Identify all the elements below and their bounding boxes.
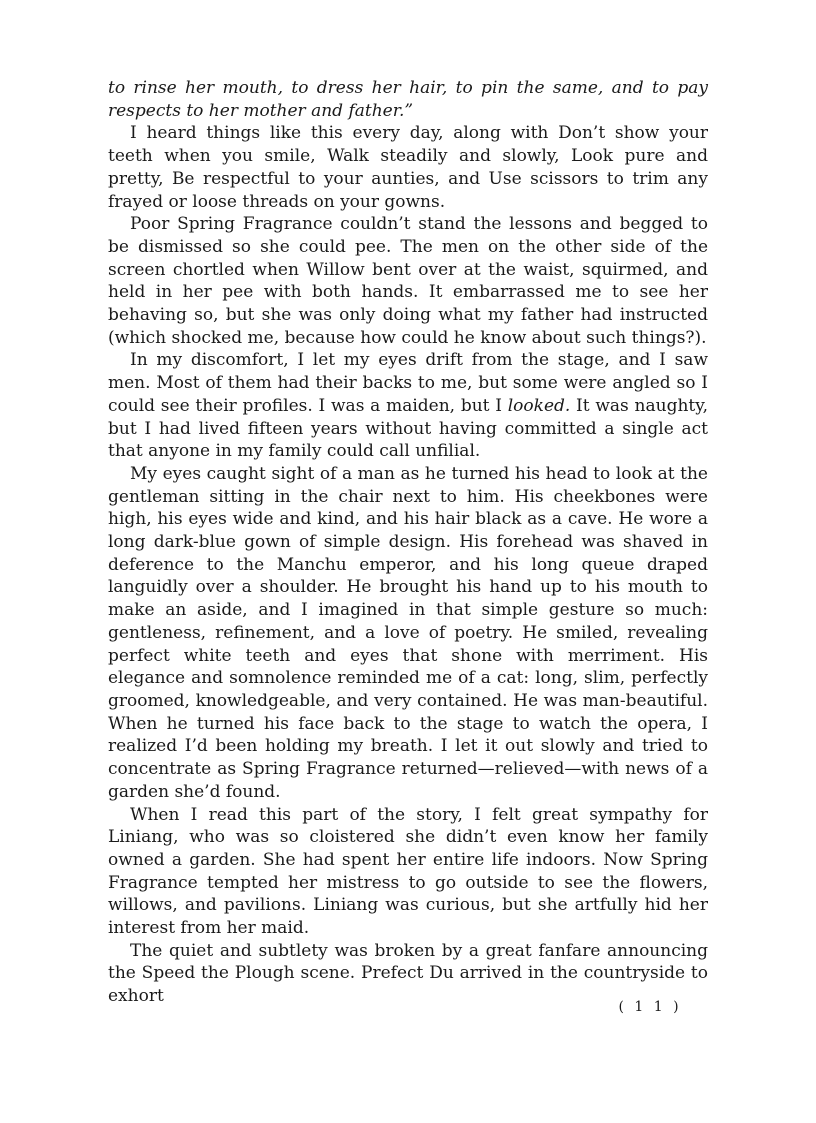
paragraph-3	[108, 349, 708, 463]
paragraph-5: When I read this part of the story, I felt great sympathy for Liniang, who was so cloistered she didn’t even know her family owned a garden. She had spent her entire life indoors. Now Spring Fragrance tempted her mistress to go outside to see the flowers, willows, and pavilions. Liniang was curious, but she artfully hid her interest from her maid.	[108, 804, 708, 939]
page-number: ( 1 1 )	[618, 999, 682, 1015]
paragraph-4: My eyes caught sight of a man as he turned his head to look at the gentleman sitting in the chair next to him. His cheekbones were high, his eyes wide and kind, and his hair black as a cave. He wore a long dark-blue gown of simple design. His forehead was shaved in deference to the Manchu emperor, and his long queue draped languidly over a shoulder. He brought his hand up to his mouth to make an aside, and I imagined in that simple gesture so much: gentleness, refinement, and a love of poetry. He smiled, revealing perfect white teeth and eyes that shone with merriment. His elegance and somnolence reminded me of a cat: long, slim, perfectly groomed, knowledgeable, and very contained. He was man-beautiful. When he turned his face back to the stage to watch the opera, I realized I’d been holding my breath. I let it out slowly and tried to concentrate as Spring Fragrance returned—relieved—with news of a garden she’d found.	[108, 463, 708, 802]
paragraph-6: The quiet and subtlety was broken by a great fanfare announcing the Speed the Plough scene. Prefect Du arrived in the countryside to exhort	[108, 940, 708, 1007]
paragraph-2: Poor Spring Fragrance couldn’t stand the lessons and begged to be dismissed so she could pee. The men on the other side of the screen chortled when Willow bent over at the waist, squirmed, and held in her pee with both hands. It embarrassed me to see her behaving so, but she was only doing what my father had instructed (which shocked me, because how could he know about such things?).	[108, 214, 708, 348]
paragraph-3-text-a: In my discomfort, I let my eyes drift from the stage, and I saw men. Most of them had their backs to me, but some were angled so I could see their profiles. I was a maiden, but I	[108, 350, 708, 416]
quote-italic-text: to rinse her mouth, to dress her hair, to pin the same, and to pay respects to her mother and father.”	[108, 78, 708, 121]
paragraph-3-emphasis: looked.	[507, 395, 571, 416]
book-page-body	[108, 77, 708, 1008]
paragraph-1: I heard things like this every day, along with Don’t show your teeth when you smile, Walk steadily and slowly, Look pure and pretty, Be respectful to your aunties, and Use scissors to trim any frayed or loose threads on your gowns.	[108, 123, 708, 212]
paragraph-3-text-b: It was naughty, but I had lived fifteen years without having committed a single act that anyone in my family could call unfilial.	[108, 395, 708, 462]
quote-continuation	[108, 77, 708, 122]
